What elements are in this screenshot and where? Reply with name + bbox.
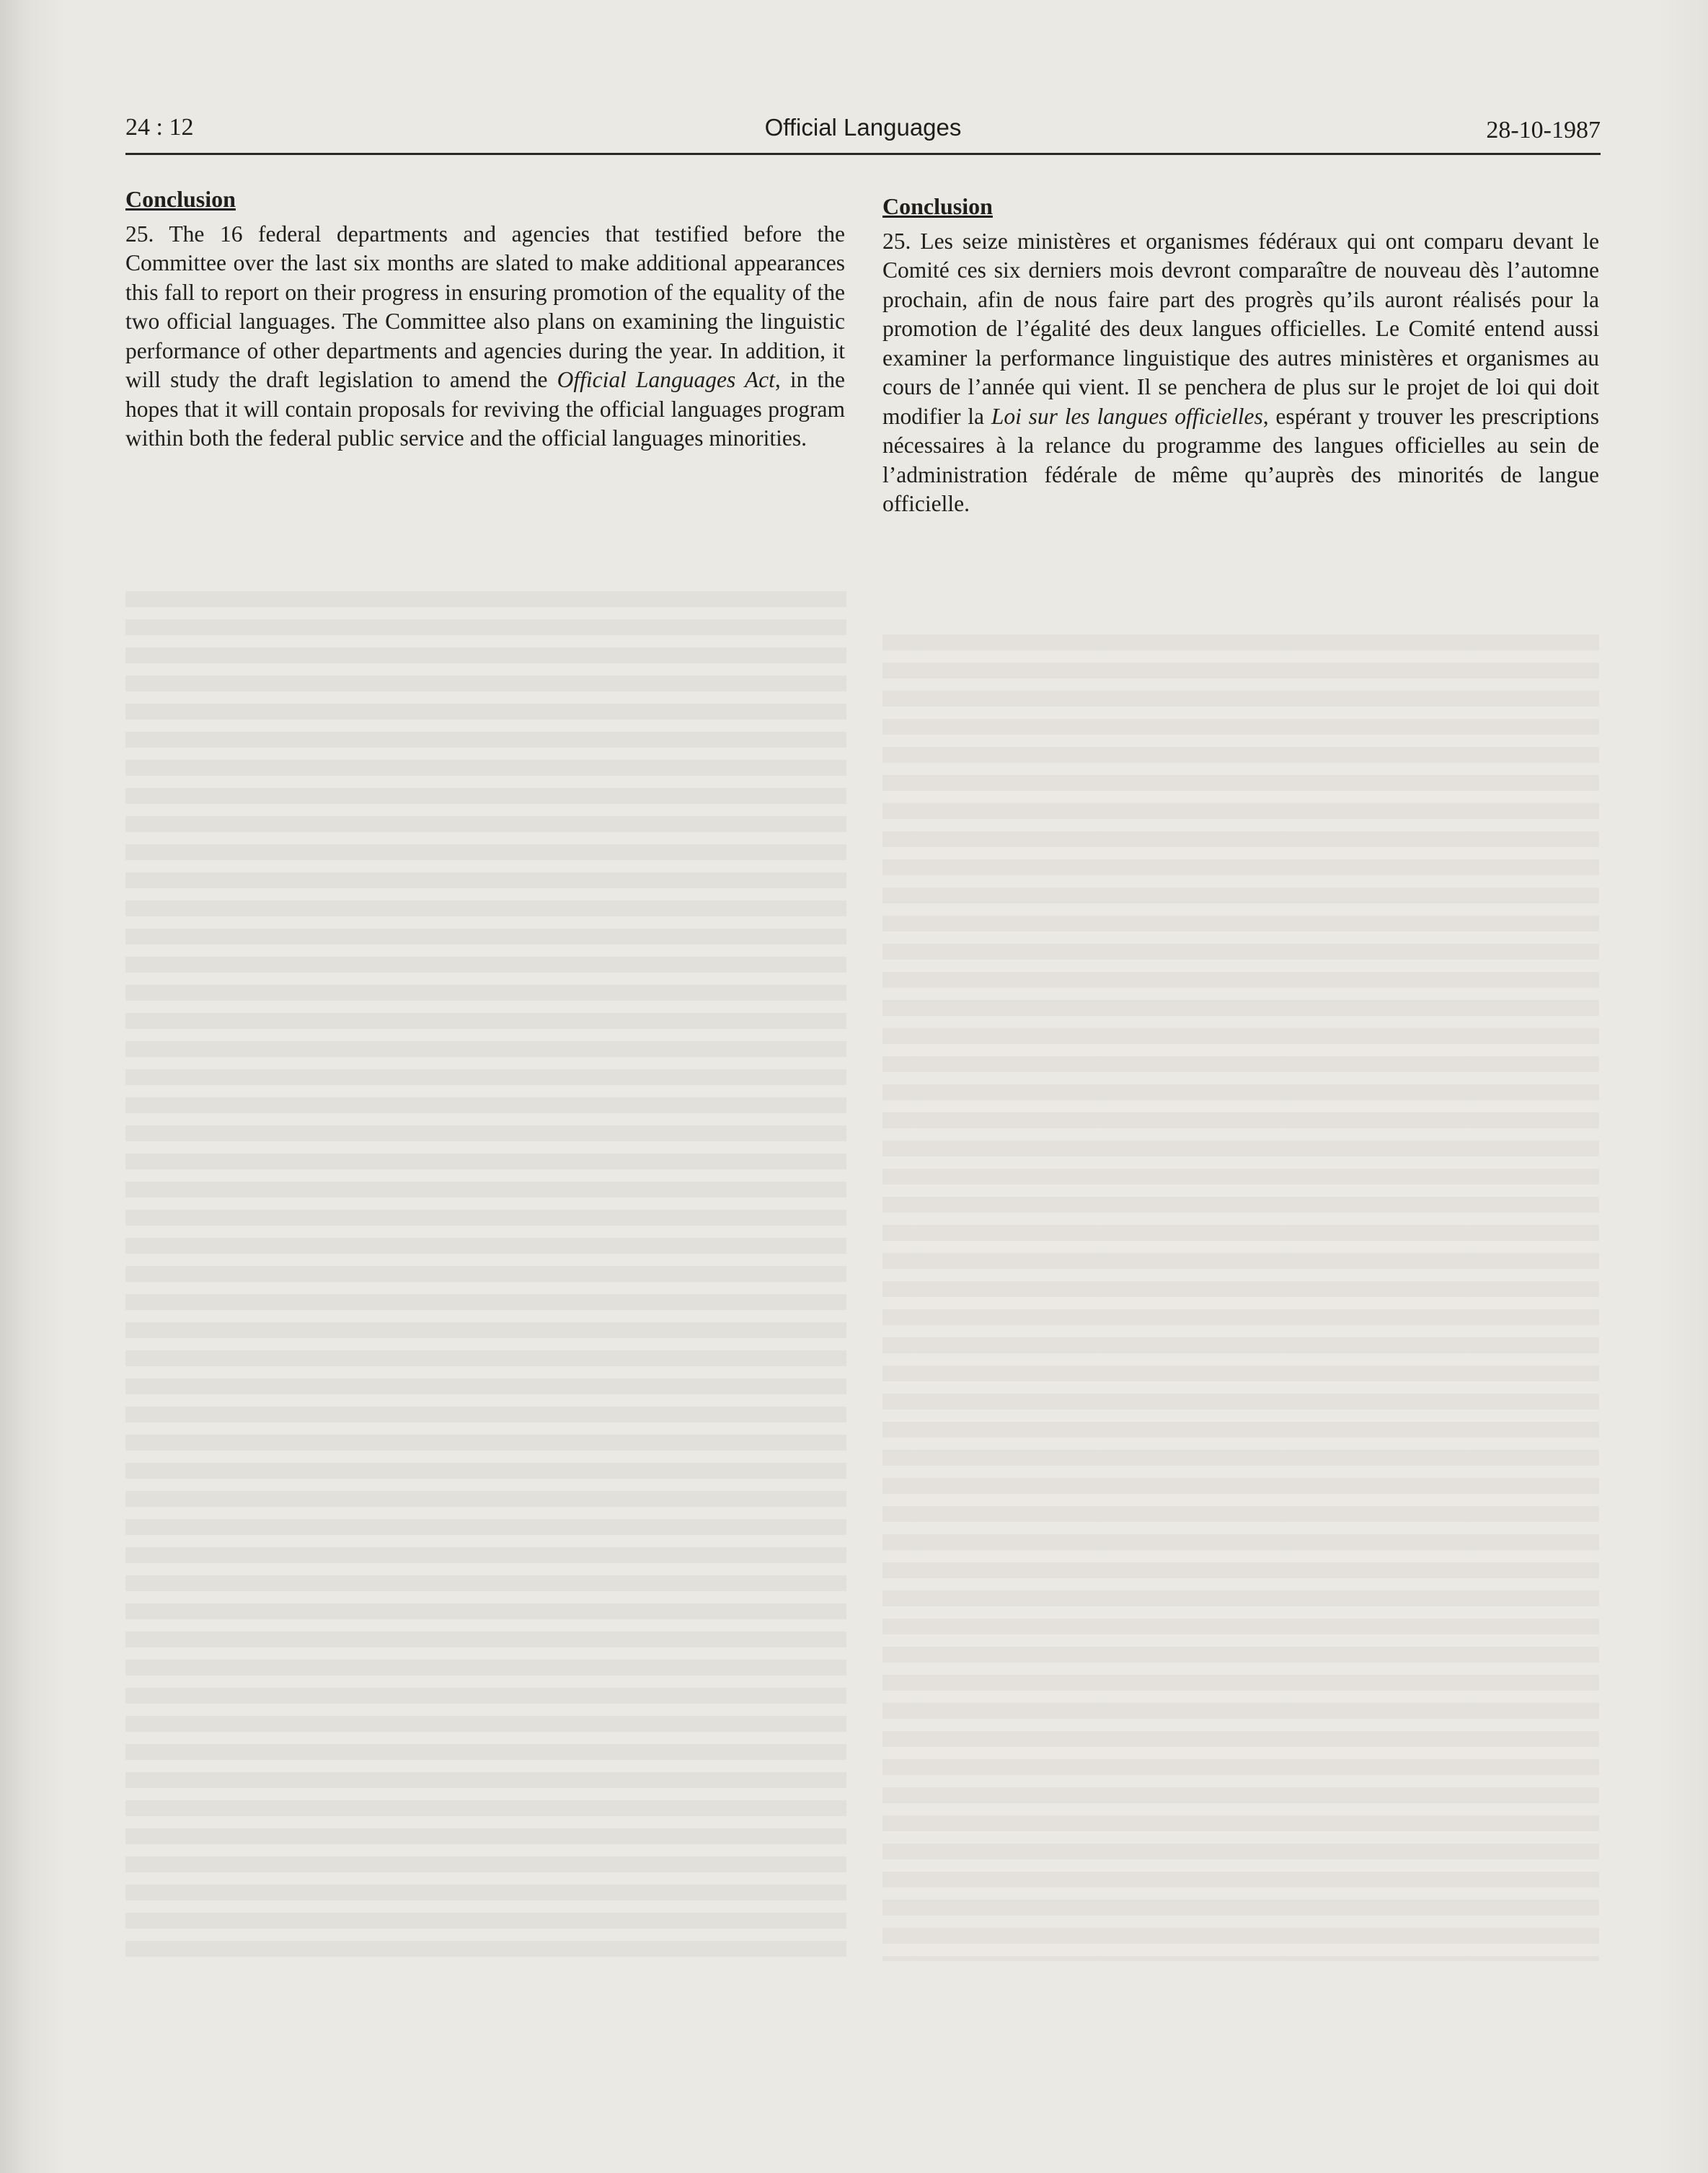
english-act-title: Official Languages Act xyxy=(557,367,775,392)
page-title: Official Languages xyxy=(764,114,962,141)
french-paragraph xyxy=(882,227,1599,519)
french-text-end: , espérant y trouver les prescriptions nécessaires à la relance du programme des langues officielles au sein de l’administration fédérale de même qu’auprès des minorités de langue officielle. xyxy=(882,403,1599,516)
page-date: 28-10-1987 xyxy=(1486,117,1601,143)
page-number: 24 : 12 xyxy=(125,114,194,141)
english-text-end: , in the hopes that it will contain proposals for reviving the official languages program within both the federal public service and the official languages minorities. xyxy=(125,367,845,451)
english-paragraph xyxy=(125,220,845,453)
bleed-through-texture xyxy=(882,634,1599,1961)
french-act-title: Loi sur les langues officielles xyxy=(991,403,1263,429)
french-heading: Conclusion xyxy=(882,193,993,219)
bleed-through-texture xyxy=(125,591,846,1961)
english-text-start: 25. The 16 federal departments and agencies that testified before the Committee over the last six months are slated to make additional appearances this fall to report on their progress in ensuring promotion of the equality of the two official languages. The Committee also plans on examining the linguistic performance of other departments and agencies during the year. In addition, it will study the draft legislation to amend the xyxy=(125,221,845,392)
french-column xyxy=(882,192,1599,519)
page-header xyxy=(125,114,1601,150)
english-heading: Conclusion xyxy=(125,186,236,212)
french-text-start: 25. Les seize ministères et organismes fédéraux qui ont comparu devant le Comité ces six derniers mois devront comparaître de nouveau dès l’automne prochain, afin de nous faire part des progrès qu’ils auront réalisés pour la promotion de l’égalité des deux langues officielles. Le Comité entend aussi examiner la performance linguistique des autres ministères et organismes au cours de l’année qui vient. Il se penchera de plus sur le projet de loi qui doit modifier la xyxy=(882,228,1599,429)
header-rule xyxy=(125,153,1601,155)
english-column xyxy=(125,185,845,453)
